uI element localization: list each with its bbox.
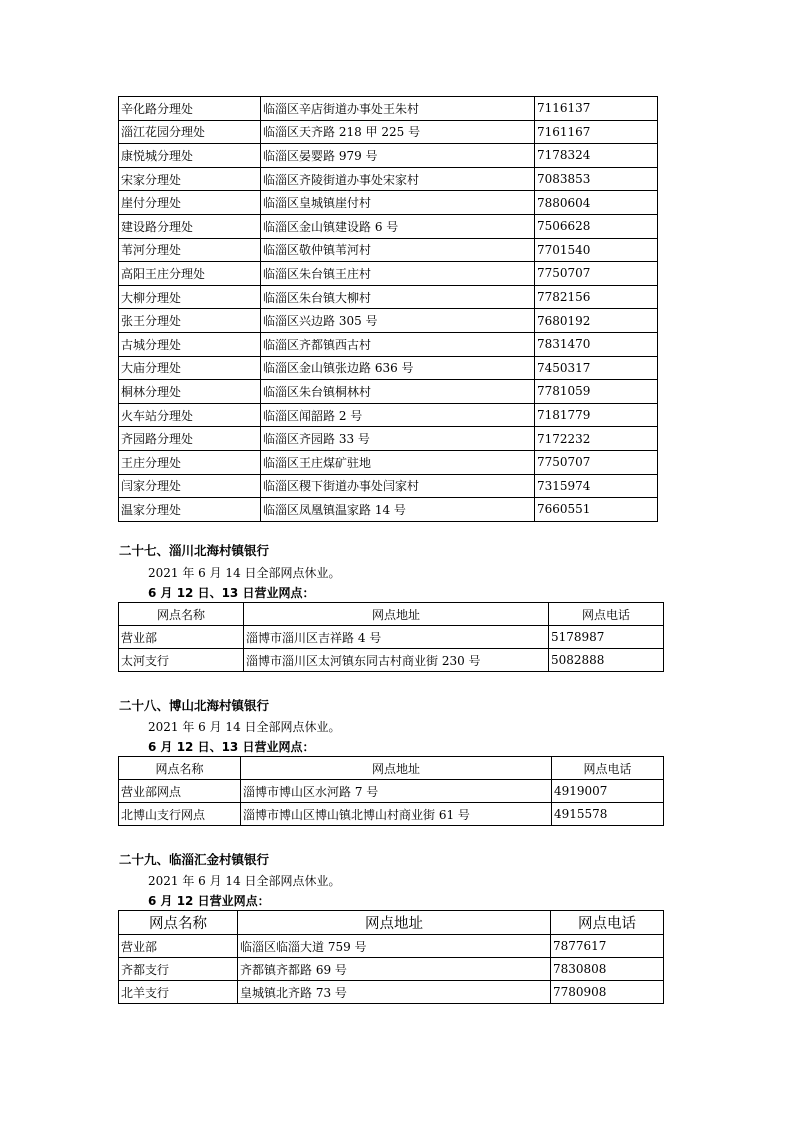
branch-address: 临淄区朱台镇桐林村 (261, 380, 535, 404)
branch-address: 淄博市博山区博山镇北博山村商业街 61 号 (241, 803, 552, 826)
branch-address: 临淄区朱台镇大柳村 (261, 285, 535, 309)
branch-phone: 4919007 (552, 780, 664, 803)
table-row (119, 427, 658, 451)
branch-address: 临淄区齐陵街道办事处宋家村 (261, 167, 535, 191)
table-row (119, 144, 658, 168)
table-row (119, 780, 664, 803)
branch-table (118, 602, 664, 672)
branch-phone: 7750707 (535, 450, 658, 474)
branch-phone: 7450317 (535, 356, 658, 380)
branch-phone: 7315974 (535, 474, 658, 498)
table-row (119, 474, 658, 498)
branch-name: 齐都支行 (119, 958, 238, 981)
branch-name: 建设路分理处 (119, 214, 261, 238)
branch-address: 临淄区齐都镇西古村 (261, 332, 535, 356)
branch-name: 大庙分理处 (119, 356, 261, 380)
branch-name: 大柳分理处 (119, 285, 261, 309)
column-header: 网点名称 (119, 911, 238, 935)
branch-name: 宋家分理处 (119, 167, 261, 191)
branch-address: 临淄区辛店街道办事处王朱村 (261, 97, 535, 121)
branch-address: 临淄区敬仲镇苇河村 (261, 238, 535, 262)
section-notice: 2021 年 6 月 14 日全部网点休业。 (148, 874, 341, 888)
table-row (119, 309, 658, 333)
branch-address: 临淄区金山镇建设路 6 号 (261, 214, 535, 238)
column-header: 网点电话 (551, 911, 664, 935)
section-subhead: 6 月 12 日营业网点： (148, 894, 270, 908)
branch-table (118, 756, 664, 826)
branch-name: 张王分理处 (119, 309, 261, 333)
table-row (119, 120, 658, 144)
branch-address: 临淄区金山镇张边路 636 号 (261, 356, 535, 380)
branch-address: 临淄区齐园路 33 号 (261, 427, 535, 451)
branch-phone: 7880604 (535, 191, 658, 215)
branch-name: 温家分理处 (119, 498, 261, 522)
table-row (119, 167, 658, 191)
section-heading: 二十八、博山北海村镇银行 (119, 698, 270, 713)
branch-name: 营业部 (119, 935, 238, 958)
branch-name: 闫家分理处 (119, 474, 261, 498)
branch-phone: 7750707 (535, 262, 658, 286)
table-row (119, 450, 658, 474)
branch-phone: 5082888 (549, 649, 664, 672)
column-header: 网点名称 (119, 603, 244, 626)
section-heading: 二十九、临淄汇金村镇银行 (119, 852, 270, 867)
branch-phone: 7083853 (535, 167, 658, 191)
column-header: 网点名称 (119, 757, 241, 780)
branch-phone: 7161167 (535, 120, 658, 144)
table-row (119, 626, 664, 649)
branch-name: 桐林分理处 (119, 380, 261, 404)
table-row (119, 97, 658, 121)
table-row (119, 935, 664, 958)
branch-phone: 7660551 (535, 498, 658, 522)
table-row (119, 958, 664, 981)
branch-phone: 7831470 (535, 332, 658, 356)
branch-name: 苇河分理处 (119, 238, 261, 262)
branch-phone: 5178987 (549, 626, 664, 649)
branch-address: 临淄区稷下街道办事处闫家村 (261, 474, 535, 498)
branch-name: 火车站分理处 (119, 403, 261, 427)
branch-address: 临淄区晏婴路 979 号 (261, 144, 535, 168)
table-row (119, 214, 658, 238)
branch-phone: 7680192 (535, 309, 658, 333)
column-header: 网点地址 (238, 911, 551, 935)
branch-address: 临淄区天齐路 218 甲 225 号 (261, 120, 535, 144)
table-row (119, 380, 658, 404)
branch-address: 淄博市博山区水河路 7 号 (241, 780, 552, 803)
column-header: 网点电话 (552, 757, 664, 780)
branch-name: 营业部 (119, 626, 244, 649)
table-row (119, 498, 658, 522)
branch-name: 淄江花园分理处 (119, 120, 261, 144)
column-header: 网点地址 (244, 603, 549, 626)
section-subhead: 6 月 12 日、13 日营业网点： (148, 586, 315, 600)
branch-name: 齐园路分理处 (119, 427, 261, 451)
column-header: 网点地址 (241, 757, 552, 780)
section-notice: 2021 年 6 月 14 日全部网点休业。 (148, 566, 341, 580)
table-row (119, 332, 658, 356)
branch-address: 皇城镇北齐路 73 号 (238, 981, 551, 1004)
branch-address: 临淄区临淄大道 759 号 (238, 935, 551, 958)
branch-phone: 7506628 (535, 214, 658, 238)
column-header: 网点电话 (549, 603, 664, 626)
table-row (119, 981, 664, 1004)
branch-phone: 7181779 (535, 403, 658, 427)
table-row (119, 262, 658, 286)
branch-address: 临淄区兴边路 305 号 (261, 309, 535, 333)
branch-name: 王庄分理处 (119, 450, 261, 474)
branch-address: 临淄区朱台镇王庄村 (261, 262, 535, 286)
branch-phone: 7116137 (535, 97, 658, 121)
branch-phone: 7782156 (535, 285, 658, 309)
branch-name: 北羊支行 (119, 981, 238, 1004)
branch-phone: 7701540 (535, 238, 658, 262)
branch-phone: 7780908 (551, 981, 664, 1004)
branch-name: 北博山支行网点 (119, 803, 241, 826)
table-row (119, 649, 664, 672)
section-subhead: 6 月 12 日、13 日营业网点： (148, 740, 315, 754)
branch-address: 临淄区闻韶路 2 号 (261, 403, 535, 427)
branch-address: 临淄区凤凰镇温家路 14 号 (261, 498, 535, 522)
branch-address: 淄博市淄川区吉祥路 4 号 (244, 626, 549, 649)
branch-address: 临淄区王庄煤矿驻地 (261, 450, 535, 474)
branch-name: 古城分理处 (119, 332, 261, 356)
table-row (119, 403, 658, 427)
branch-phone: 7877617 (551, 935, 664, 958)
branch-table (118, 96, 658, 522)
branch-address: 临淄区皇城镇崖付村 (261, 191, 535, 215)
branch-phone: 7178324 (535, 144, 658, 168)
branch-phone: 7172232 (535, 427, 658, 451)
branch-name: 太河支行 (119, 649, 244, 672)
branch-phone: 7781059 (535, 380, 658, 404)
branch-name: 营业部网点 (119, 780, 241, 803)
section-heading: 二十七、淄川北海村镇银行 (119, 543, 270, 558)
branch-phone: 4915578 (552, 803, 664, 826)
table-row (119, 191, 658, 215)
branch-name: 康悦城分理处 (119, 144, 261, 168)
table-row (119, 356, 658, 380)
section-notice: 2021 年 6 月 14 日全部网点休业。 (148, 720, 341, 734)
table-row (119, 285, 658, 309)
branch-name: 辛化路分理处 (119, 97, 261, 121)
table-row (119, 238, 658, 262)
branch-table (118, 910, 664, 1004)
branch-address: 齐都镇齐都路 69 号 (238, 958, 551, 981)
branch-name: 高阳王庄分理处 (119, 262, 261, 286)
branch-phone: 7830808 (551, 958, 664, 981)
branch-address: 淄博市淄川区太河镇东同古村商业街 230 号 (244, 649, 549, 672)
table-row (119, 803, 664, 826)
branch-name: 崖付分理处 (119, 191, 261, 215)
